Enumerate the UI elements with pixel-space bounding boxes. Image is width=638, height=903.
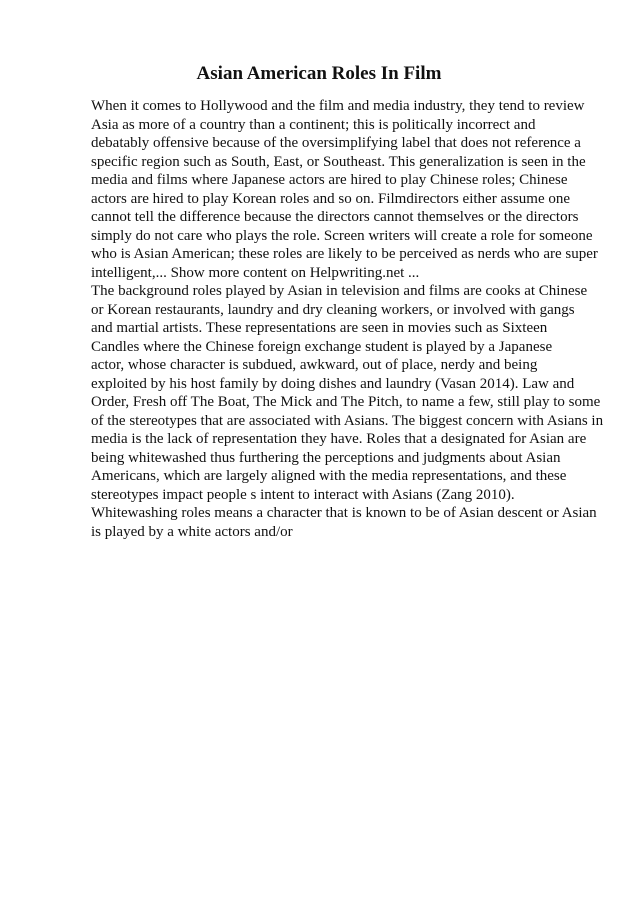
text-line: intelligent,... Show more content on Helpwriting.net ... — [91, 264, 420, 281]
text-line: When it comes to Hollywood and the film and media industry, they tend to review — [91, 98, 585, 114]
text-line: debatably offensive because of the oversimplifying label that does not reference a — [91, 135, 581, 151]
text-line: exploited by his host family by doing dishes and laundry (Vasan 2014). Law and — [91, 375, 575, 392]
text-line: actor, whose character is subdued, awkward, out of place, nerdy and being — [91, 357, 538, 373]
text-line: of the stereotypes that are associated with Asians. The biggest concern with Asians in — [91, 412, 604, 429]
text-line: simply do not care who plays the role. Screen writers will create a role for someone — [91, 227, 593, 244]
text-line: media is the lack of representation they have. Roles that a designated for Asian are — [91, 431, 587, 447]
text-line: or Korean restaurants, laundry and dry cleaning workers, or involved with gangs — [91, 301, 575, 318]
text-line: being whitewashed thus furthering the perceptions and judgments about Asian — [91, 449, 561, 466]
text-line: is played by a white actors and/or — [91, 523, 293, 540]
text-line: Candles where the Chinese foreign exchange student is played by a Japanese — [91, 338, 553, 355]
text-line: who is Asian American; these roles are likely to be perceived as nerds who are super — [91, 246, 598, 262]
text-line: Order, Fresh off The Boat, The Mick and The Pitch, to name a few, still play to some — [91, 394, 601, 410]
text-line: Americans, which are largely aligned with the media representations, and these — [91, 468, 567, 484]
document-body — [91, 97, 604, 541]
text-line: The background roles played by Asian in television and films are cooks at Chinese — [91, 283, 588, 299]
text-line: stereotypes impact people s intent to interact with Asians (Zang 2010). — [91, 486, 515, 503]
text-line: Whitewashing roles means a character that is known to be of Asian descent or Asian — [91, 505, 597, 521]
text-line: and martial artists. These representations are seen in movies such as Sixteen — [91, 320, 548, 336]
text-line: actors are hired to play Korean roles and so on. Filmdirectors either assume one — [91, 190, 571, 207]
text-line: Asia as more of a country than a continent; this is politically incorrect and — [91, 116, 536, 133]
text-line: media and films where Japanese actors are hired to play Chinese roles; Chinese — [91, 172, 568, 188]
text-line: cannot tell the difference because the directors cannot themselves or the directors — [91, 209, 579, 225]
document-title: Asian American Roles In Film — [196, 63, 442, 84]
text-line: specific region such as South, East, or Southeast. This generalization is seen in the — [91, 153, 586, 170]
